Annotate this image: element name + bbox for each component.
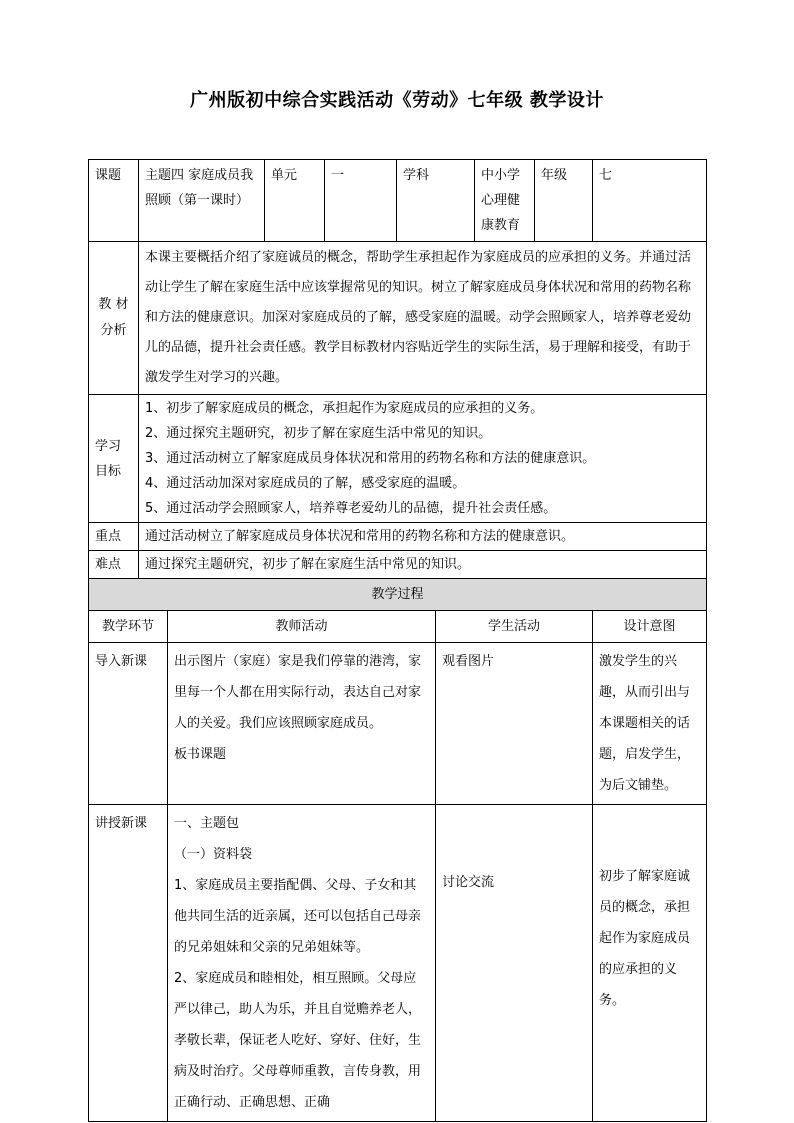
subject-value: 中小学心理健康教育 (475, 160, 535, 242)
topic-value: 主题四 家庭成员我照顾（第一课时） (139, 160, 265, 242)
goal-item: 1、初步了解家庭成员的概念，承担起作为家庭成员的应承担的义务。 (145, 401, 544, 416)
process-header: 教学过程 (89, 579, 707, 611)
lecture-teacher-text: （一）资料袋 (174, 847, 253, 862)
unit-label: 单元 (265, 160, 325, 242)
lecture-row (89, 805, 707, 1122)
process-columns-row (89, 611, 707, 643)
lesson-plan-table (88, 159, 707, 1122)
column-teacher: 教师活动 (168, 611, 436, 643)
textbook-analysis-row (89, 242, 707, 395)
textbook-analysis-label: 教 材 分析 (89, 242, 139, 395)
lecture-teacher (168, 805, 436, 1122)
lecture-teacher-text: 一、主题包 (174, 816, 240, 831)
column-student: 学生活动 (436, 611, 593, 643)
column-intent: 设计意图 (593, 611, 707, 643)
intro-intent: 激发学生的兴趣，从而引出与本课题相关的话题，启发学生，为后文铺垫。 (593, 643, 707, 805)
column-stage: 教学环节 (89, 611, 168, 643)
intro-teacher-text: 出示图片（家庭）家是我们停靠的港湾，家里每一个人都在用实际行动，表达自己对家人的关爱。我们应该照顾家庭成员。 (174, 654, 422, 731)
goal-item: 5、通过活动学会照顾家人，培养尊老爱幼儿的品德，提升社会责任感。 (145, 501, 557, 516)
lecture-intent: 初步了解家庭诚员的概念，承担起作为家庭成员的应承担的义务。 (593, 805, 707, 1122)
goal-item: 2、通过探究主题研究，初步了解在家庭生活中常见的知识。 (145, 426, 492, 441)
difficulty-row (89, 551, 707, 579)
learning-goals-row (89, 395, 707, 523)
unit-value: 一 (325, 160, 397, 242)
lecture-student: 讨论交流 (436, 805, 593, 1122)
topic-label: 课题 (89, 160, 139, 242)
learning-goals-label: 学习 目标 (89, 395, 139, 523)
lecture-teacher-text: 1、家庭成员主要指配偶、父母、子女和其他共同生活的近亲属，还可以包括自己母亲的兄弟姐妹和父亲的兄弟姐妹等。 (174, 878, 422, 955)
key-point-row (89, 523, 707, 551)
key-point-text: 通过活动树立了解家庭成员身体状况和常用的药物名称和方法的健康意识。 (139, 523, 707, 551)
subject-label: 学科 (397, 160, 475, 242)
intro-stage: 导入新课 (89, 643, 168, 805)
key-point-label: 重点 (89, 523, 139, 551)
lecture-stage: 讲授新课 (89, 805, 168, 1122)
difficulty-text: 通过探究主题研究，初步了解在家庭生活中常见的知识。 (139, 551, 707, 579)
grade-label: 年级 (535, 160, 593, 242)
lecture-teacher-text: 2、家庭成员和睦相处，相互照顾。父母应严以律己，助人为乐，并且自觉赡养老人，孝敬长辈，保证老人吃好、穿好、住好，生病及时治疗。父母尊师重教，言传身教，用正确行动、正确思想、正确 (174, 971, 422, 1110)
goal-item: 3、通过活动树立了解家庭成员身体状况和常用的药物名称和方法的健康意识。 (145, 451, 596, 466)
difficulty-label: 难点 (89, 551, 139, 579)
intro-row (89, 643, 707, 805)
info-row (89, 160, 707, 242)
grade-value: 七 (593, 160, 707, 242)
document-title: 广州版初中综合实践活动《劳动》七年级 教学设计 (190, 90, 604, 111)
intro-teacher (168, 643, 436, 805)
process-header-row (89, 579, 707, 611)
goal-item: 4、通过活动加深对家庭成员的了解，感受家庭的温暖。 (145, 476, 466, 491)
learning-goals-list (139, 395, 707, 523)
textbook-analysis-text: 本课主要概括介绍了家庭诚员的概念，帮助学生承担起作为家庭成员的应承担的义务。并通过活动让学生了解在家庭生活中应该掌握常见的知识。树立了解家庭成员身体状况和常用的药物名称和方法的健康意识。加深对家庭成员的了解，感受家庭的温暖。动学会照顾家人，培养尊老爱幼儿的品德，提升社会责任感。教学目标教材内容贴近学生的实际生活，易于理解和接受，有助于激发学生对学习的兴趣。 (139, 242, 707, 395)
intro-teacher-text: 板书课题 (174, 747, 227, 762)
intro-student: 观看图片 (436, 643, 593, 805)
